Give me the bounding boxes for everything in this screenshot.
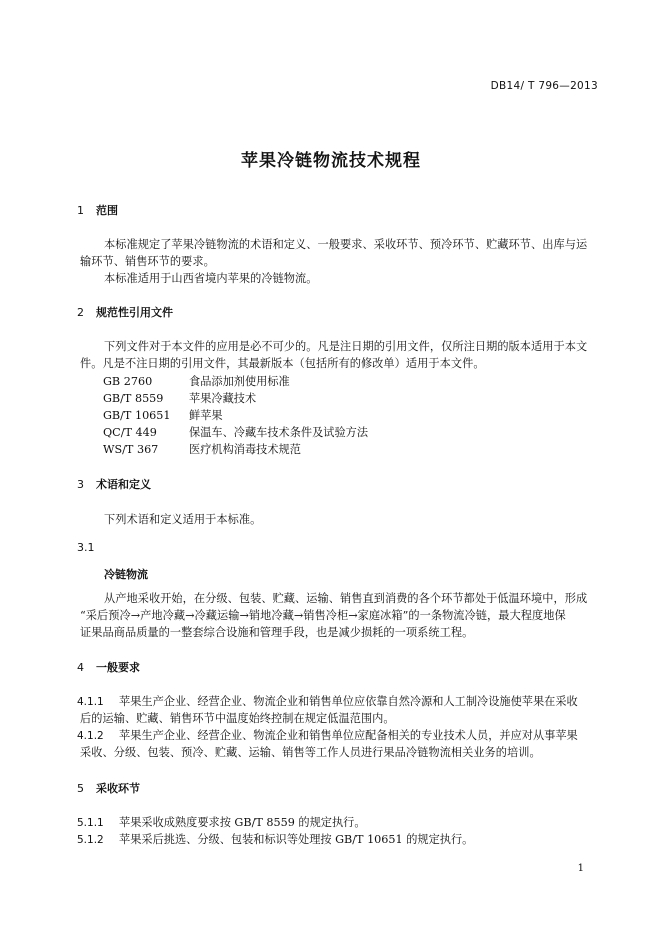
section-number: 2 bbox=[77, 306, 84, 319]
term-heading: 冷链物流 bbox=[104, 568, 148, 581]
paragraph-line: 输环节、销售环节的要求。 bbox=[80, 255, 215, 268]
clause-text: 苹果采收成熟度要求按 GB/T 8559 的规定执行。 bbox=[119, 816, 366, 829]
paragraph-line: 本标准规定了苹果冷链物流的术语和定义、一般要求、采收环节、预冷环节、贮藏环节、出库与运 bbox=[104, 238, 588, 251]
reference-code: WS/T 367 bbox=[103, 443, 159, 456]
section-number: 5 bbox=[77, 782, 84, 795]
reference-code: QC/T 449 bbox=[103, 426, 157, 439]
reference-item bbox=[103, 373, 290, 389]
clause-5-1-2 bbox=[77, 831, 473, 847]
reference-name: 医疗机构消毒技术规范 bbox=[189, 443, 301, 456]
reference-name: 食品添加剂使用标准 bbox=[189, 375, 290, 388]
section-title: 采收环节 bbox=[96, 782, 140, 795]
section-4-heading bbox=[77, 659, 140, 675]
section-number: 3 bbox=[77, 478, 84, 491]
reference-item bbox=[103, 390, 256, 406]
paragraph-line: 件。凡是不注日期的引用文件，其最新版本（包括所有的修改单）适用于本文件。 bbox=[80, 357, 485, 370]
paragraph-line: 本标准适用于山西省境内苹果的冷链物流。 bbox=[104, 272, 318, 285]
reference-name: 苹果冷藏技术 bbox=[189, 392, 257, 405]
paragraph-line: 下列文件对于本文件的应用是必不可少的。凡是注日期的引用文件，仅所注日期的版本适用于本文 bbox=[104, 340, 588, 353]
section-title: 范围 bbox=[96, 204, 118, 217]
clause-text: 苹果生产企业、经营企业、物流企业和销售单位应依靠自然冷源和人工制冷设施使苹果在采收 bbox=[119, 695, 578, 708]
reference-name: 保温车、冷藏车技术条件及试验方法 bbox=[189, 426, 369, 439]
clause-5-1-1 bbox=[77, 814, 366, 830]
definition-line: 证果品商品质量的一整套综合设施和管理手段，也是减少损耗的一项系统工程。 bbox=[80, 626, 474, 639]
reference-name: 鲜苹果 bbox=[189, 409, 223, 422]
document-id: DB14/ T 796—2013 bbox=[490, 80, 598, 92]
reference-code: GB/T 10651 bbox=[103, 409, 171, 422]
section-title: 一般要求 bbox=[96, 661, 140, 674]
reference-code: GB 2760 bbox=[103, 375, 153, 388]
section-number: 4 bbox=[77, 661, 84, 674]
page-number: 1 bbox=[577, 863, 584, 874]
clause-number: 5.1.2 bbox=[77, 834, 104, 846]
definition-line: 从产地采收开始，在分级、包装、贮藏、运输、销售直到消费的各个环节都处于低温环境中，形成 bbox=[104, 592, 588, 605]
clause-4-1-2 bbox=[77, 727, 578, 743]
definition-line: “采后预冷→产地冷藏→冷藏运输→销地冷藏→销售冷柜→家庭冰箱”的一条物流冷链，最大程度地保 bbox=[80, 609, 566, 622]
clause-line: 采收、分级、包装、预冷、贮藏、运输、销售等工作人员进行果品冷链物流相关业务的培训。 bbox=[80, 746, 541, 759]
clause-number: 4.1.2 bbox=[77, 730, 104, 742]
reference-item bbox=[103, 407, 223, 423]
clause-number: 5.1.1 bbox=[77, 817, 104, 829]
reference-item bbox=[103, 441, 301, 457]
section-number: 1 bbox=[77, 204, 84, 217]
clause-text: 苹果采后挑选、分级、包装和标识等处理按 GB/T 10651 的规定执行。 bbox=[119, 833, 474, 846]
document-title: 苹果冷链物流技术规程 bbox=[241, 151, 421, 171]
section-title: 规范性引用文件 bbox=[96, 306, 173, 319]
clause-text: 苹果生产企业、经营企业、物流企业和销售单位应配备相关的专业技术人员，并应对从事苹果 bbox=[119, 729, 578, 742]
reference-code: GB/T 8559 bbox=[103, 392, 164, 405]
clause-4-1-1 bbox=[77, 693, 578, 709]
subsection-number: 3.1 bbox=[77, 541, 95, 554]
paragraph-line: 下列术语和定义适用于本标准。 bbox=[104, 513, 262, 526]
section-title: 术语和定义 bbox=[96, 478, 151, 491]
section-5-heading bbox=[77, 780, 140, 796]
section-2-heading bbox=[77, 304, 173, 320]
reference-item bbox=[103, 424, 368, 440]
clause-line: 后的运输、贮藏、销售环节中温度始终控制在规定低温范围内。 bbox=[80, 712, 395, 725]
section-1-heading bbox=[77, 202, 118, 218]
section-3-heading bbox=[77, 476, 151, 492]
clause-number: 4.1.1 bbox=[77, 696, 104, 708]
